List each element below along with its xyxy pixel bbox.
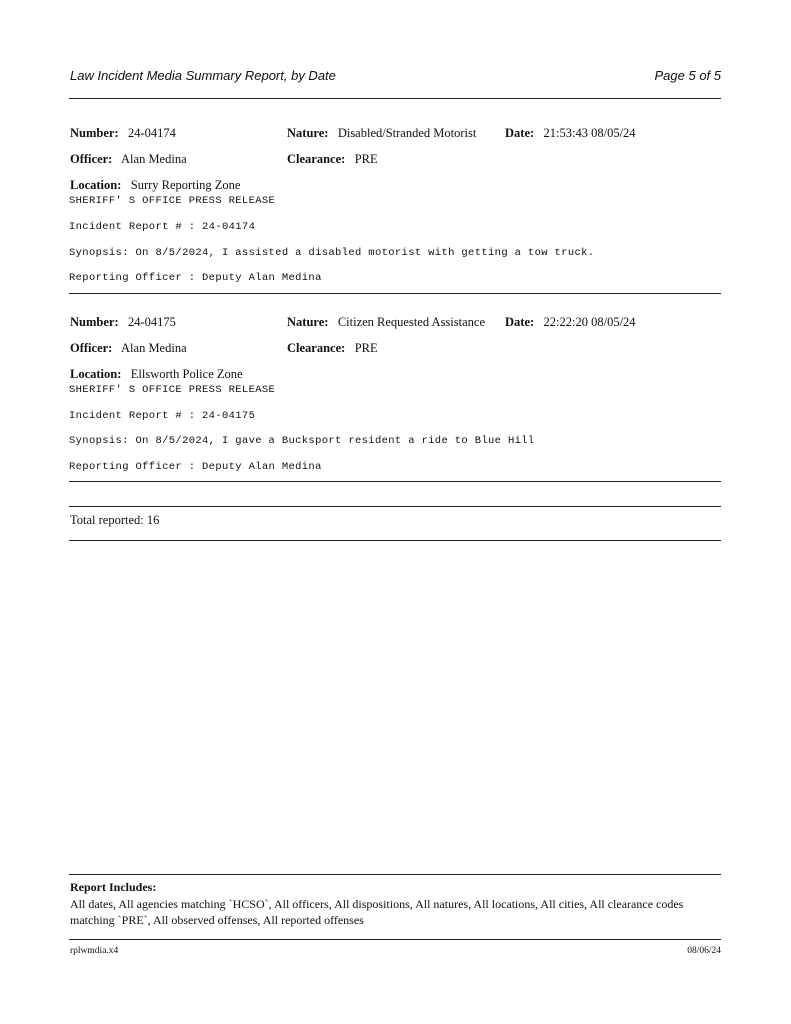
- total-top-divider: [69, 506, 721, 507]
- clearance-value: PRE: [354, 341, 378, 355]
- officer-value: Alan Medina: [121, 341, 187, 355]
- clearance-value: PRE: [354, 152, 378, 166]
- record-divider: [69, 293, 721, 294]
- total-reported: Total reported: 16: [70, 513, 160, 527]
- clearance-label: Clearance:: [287, 341, 346, 355]
- footer-print-date: 08/06/24: [687, 946, 721, 956]
- reporting-officer-line: Reporting Officer : Deputy Alan Medina: [69, 461, 322, 473]
- report-title: Law Incident Media Summary Report, by Date: [70, 68, 336, 83]
- number-label: Number:: [70, 126, 119, 140]
- record-clearance: [287, 341, 378, 356]
- number-label: Number:: [70, 315, 119, 329]
- nature-label: Nature:: [287, 315, 329, 329]
- press-release-line: SHERIFF' S OFFICE PRESS RELEASE: [69, 195, 276, 207]
- incident-report-line: Incident Report # : 24-04175: [69, 410, 256, 422]
- incident-report-line: Incident Report # : 24-04174: [69, 221, 256, 233]
- number-value: 24-04175: [127, 315, 176, 329]
- officer-label: Officer:: [70, 152, 113, 166]
- record-number: [70, 126, 176, 141]
- reporting-officer-line: Reporting Officer : Deputy Alan Medina: [69, 272, 322, 284]
- number-value: 24-04174: [127, 126, 176, 140]
- total-bottom-divider: [69, 540, 721, 541]
- includes-top-divider: [69, 874, 721, 875]
- record-location: [70, 367, 243, 382]
- record-divider: [69, 481, 721, 482]
- synopsis-line: Synopsis: On 8/5/2024, I gave a Bucksport resident a ride to Blue Hill: [69, 435, 535, 447]
- report-includes-title: Report Includes:: [70, 880, 157, 894]
- date-label: Date:: [505, 315, 535, 329]
- record-clearance: [287, 152, 378, 167]
- nature-value: Disabled/Stranded Motorist: [337, 126, 477, 140]
- date-value: 22:22:20 08/05/24: [543, 315, 636, 329]
- press-release-line: SHERIFF' S OFFICE PRESS RELEASE: [69, 384, 276, 396]
- synopsis-line: Synopsis: On 8/5/2024, I assisted a disabled motorist with getting a tow truck.: [69, 247, 595, 259]
- date-value: 21:53:43 08/05/24: [543, 126, 636, 140]
- clearance-label: Clearance:: [287, 152, 346, 166]
- location-label: Location:: [70, 178, 122, 192]
- officer-label: Officer:: [70, 341, 113, 355]
- nature-label: Nature:: [287, 126, 329, 140]
- record-date: [505, 126, 636, 141]
- page-number: Page 5 of 5: [654, 68, 721, 83]
- report-includes-text: All dates, All agencies matching `HCSO`, All officers, All dispositions, All natures, All locations, All cities, All clearance codes matching `PRE`, All observed offenses, All reported offenses: [70, 897, 684, 927]
- location-value: Surry Reporting Zone: [130, 178, 241, 192]
- record-number: [70, 315, 176, 330]
- date-label: Date:: [505, 126, 535, 140]
- record-date: [505, 315, 636, 330]
- officer-value: Alan Medina: [121, 152, 187, 166]
- record-officer: [70, 152, 187, 167]
- record-officer: [70, 341, 187, 356]
- footer-divider: [69, 939, 721, 940]
- nature-value: Citizen Requested Assistance: [337, 315, 486, 329]
- record-location: [70, 178, 240, 193]
- record-nature: [287, 126, 476, 141]
- location-value: Ellsworth Police Zone: [130, 367, 243, 381]
- location-label: Location:: [70, 367, 122, 381]
- header-divider: [69, 98, 721, 99]
- footer-report-code: rplwmdia.x4: [70, 946, 119, 956]
- record-nature: [287, 315, 485, 330]
